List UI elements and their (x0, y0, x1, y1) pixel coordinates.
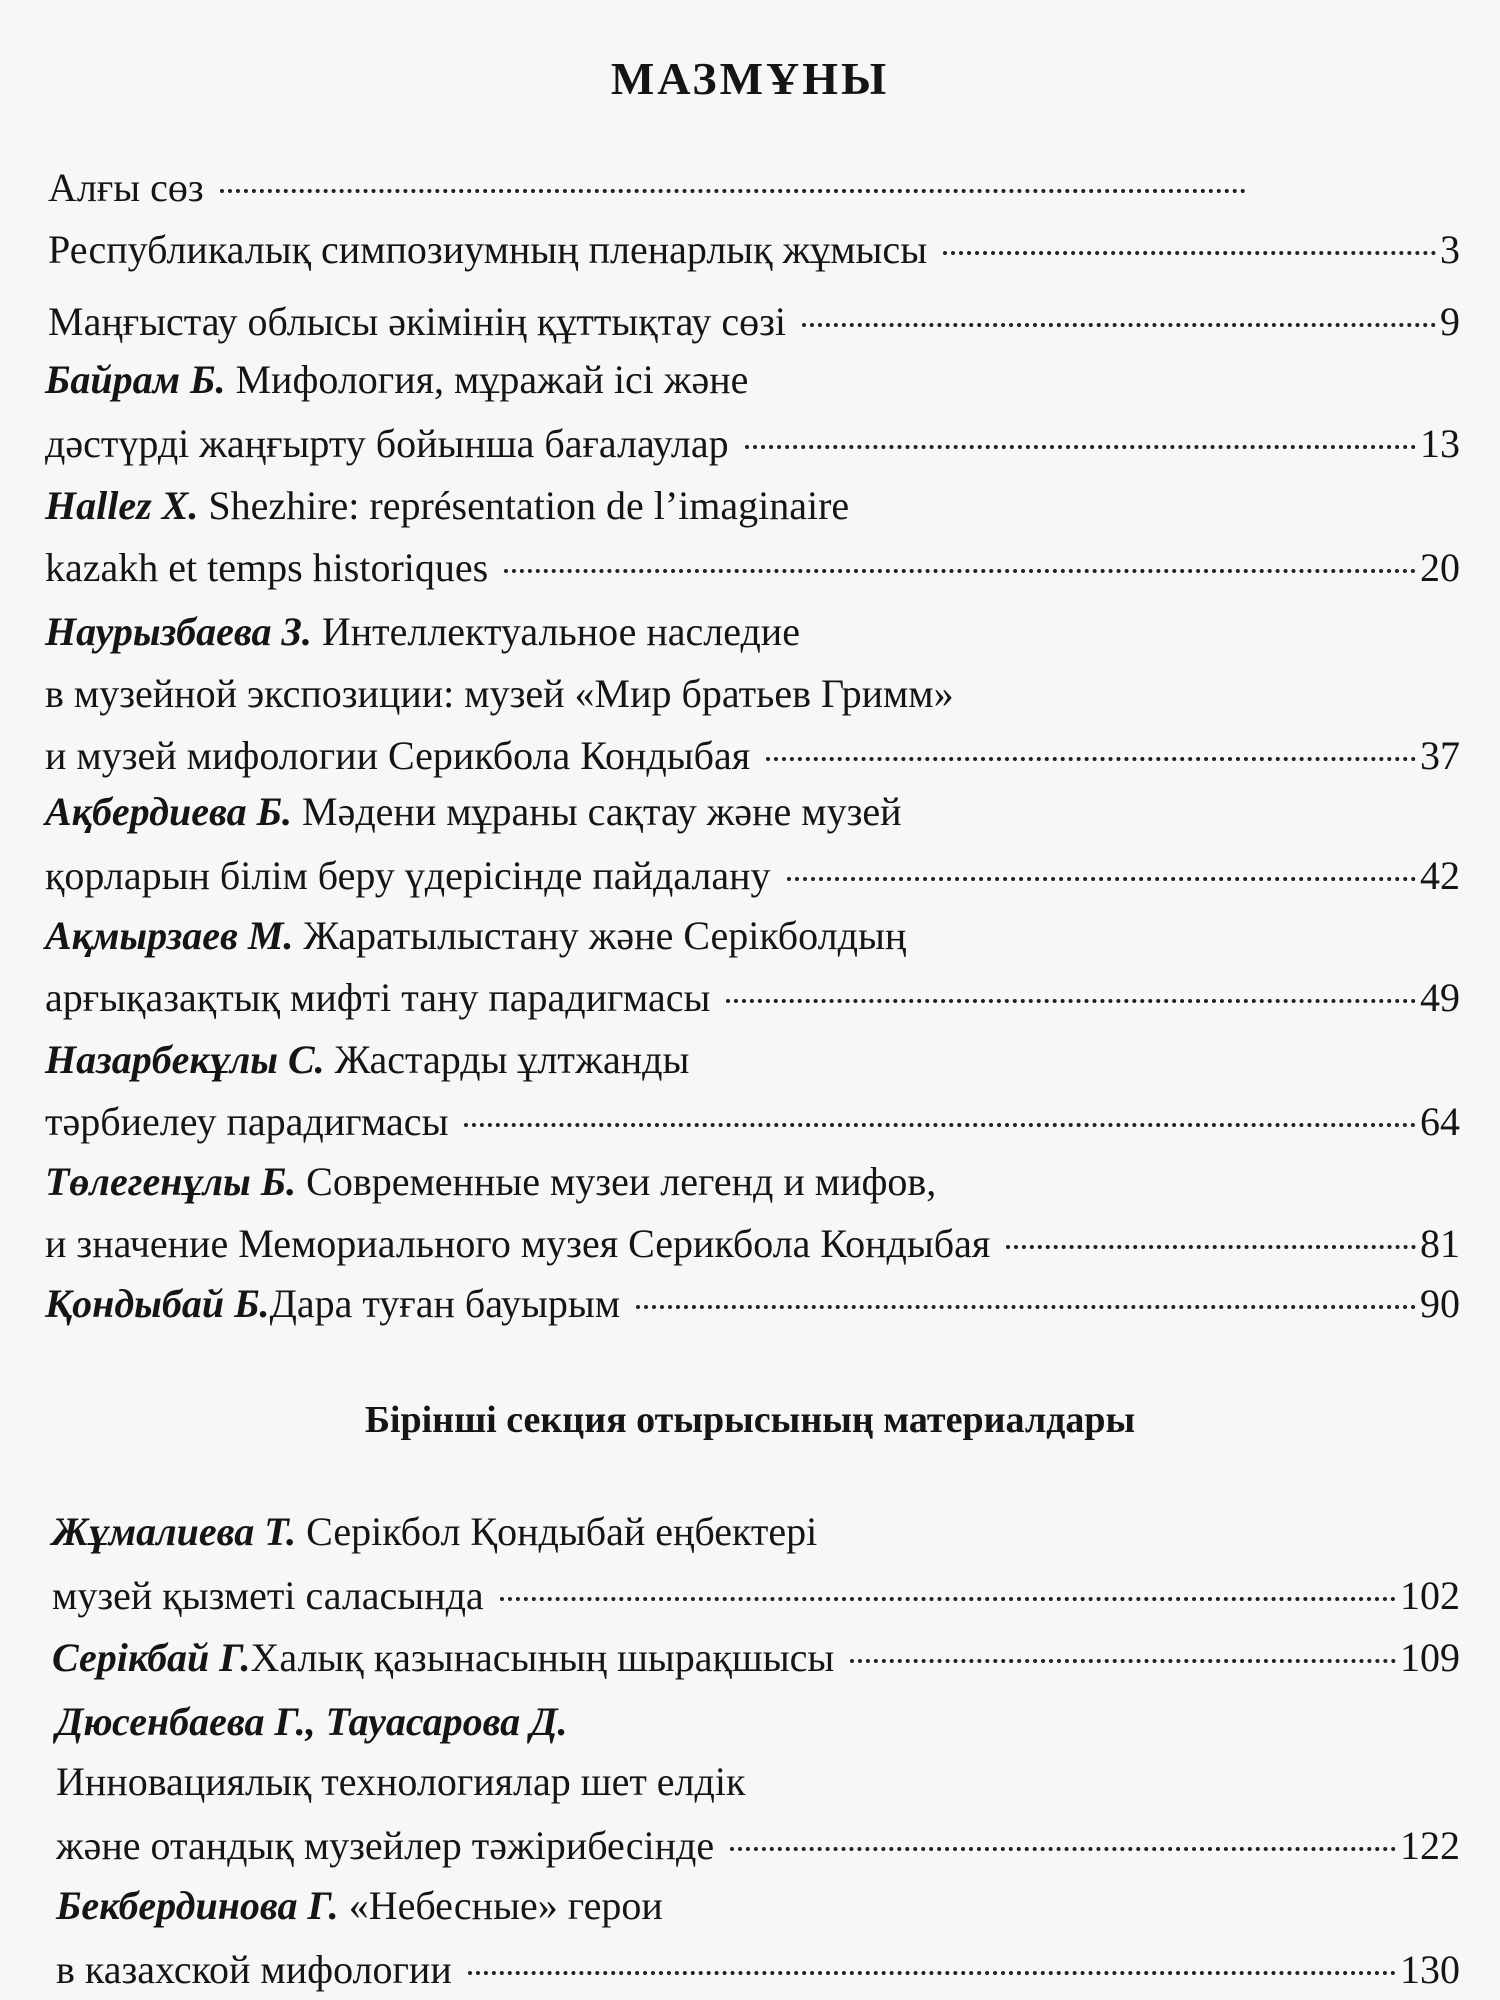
toc-entry-title: в казахской мифологии (56, 1947, 452, 1992)
toc-entry-line (45, 666, 954, 722)
toc-entry-line (45, 908, 906, 964)
toc-entry-line-last (45, 848, 1460, 904)
toc-author: Ақбердиева Б. (45, 789, 292, 834)
page-number: 64 (1420, 1099, 1460, 1144)
toc-entry-line (56, 1694, 568, 1750)
toc-entry-title: тәрбиелеу парадигмасы (45, 1099, 449, 1144)
page-number: 109 (1400, 1635, 1460, 1680)
toc-entry-line-last (48, 160, 1250, 216)
toc-entry-title: Современные музеи легенд и мифов, (306, 1159, 937, 1204)
toc-entry-line-last (45, 540, 1460, 596)
toc-entry-line-last (48, 222, 1460, 278)
dot-leader (943, 251, 1436, 255)
toc-author: Серікбай Г. (52, 1635, 251, 1680)
section-heading: Бірінші секция отырысының материалдары (364, 1399, 1136, 1441)
toc-entry-line (45, 784, 902, 840)
toc-entry-title: Инновациялық технологиялар шет елдік (56, 1759, 746, 1804)
toc-entry-title: қорларын білім беру үдерісінде пайдалану (45, 853, 771, 898)
toc-entry-title: Дара туған бауырым (269, 1281, 621, 1326)
page-number: 130 (1400, 1947, 1460, 1992)
toc-entry-title: Республикалық симпозиумның пленарлық жұмысы (48, 227, 928, 272)
toc-author: Байрам Б. (45, 357, 226, 402)
toc-entry-line (56, 1878, 663, 1934)
page-number: 13 (1420, 421, 1460, 466)
toc-entry-title: и значение Мемориального музея Серикбола Кондыбая (45, 1221, 991, 1266)
toc-entry-title: в музейной экспозиции: музей «Мир братьев Гримм» (45, 671, 954, 716)
page-number: 20 (1420, 545, 1460, 590)
toc-entry-line (56, 1754, 745, 1810)
toc-author: Төлегенұлы Б. (45, 1159, 297, 1204)
toc-entry-title: Жастарды ұлтжанды (334, 1037, 690, 1082)
toc-entry-title: Жаратылыстану және Серікболдың (303, 913, 907, 958)
toc-author: Бекбердинова Г. (56, 1883, 339, 1928)
toc-entry-title: Серікбол Қондыбай еңбектері (306, 1509, 818, 1554)
toc-entry-line (52, 1504, 817, 1560)
dot-leader (468, 1971, 1396, 1975)
page-number: 122 (1400, 1823, 1460, 1868)
toc-entry-line (45, 1032, 689, 1088)
toc-entry-title: Мифология, мұражай ісі және (235, 357, 749, 402)
toc-entry-line (45, 604, 800, 660)
page-title: МАЗМҰНЫ (610, 53, 890, 104)
toc-author: Дюсенбаева Г., Тауасарова Д. (56, 1699, 568, 1744)
dot-leader (802, 323, 1436, 327)
toc-entry-line-last (48, 294, 1460, 350)
toc-entry-line (45, 478, 849, 534)
page-number: 37 (1420, 733, 1460, 778)
toc-entry-line-last (52, 1568, 1460, 1624)
dot-leader (504, 569, 1416, 573)
dot-leader (850, 1659, 1396, 1663)
toc-entry-line-last (45, 1094, 1460, 1150)
toc-entry-title: kazakh et temps historiques (45, 545, 489, 590)
page-number: 9 (1440, 299, 1460, 344)
dot-leader (636, 1305, 1416, 1309)
toc-entry-line (45, 1154, 936, 1210)
page-number: 81 (1420, 1221, 1460, 1266)
dot-leader (766, 757, 1416, 761)
page-number: 3 (1440, 227, 1460, 272)
toc-entry-line-last (45, 728, 1460, 784)
toc-entry-title: арғықазақтық мифті тану парадигмасы (45, 975, 711, 1020)
toc-author: Ақмырзаев М. (45, 913, 294, 958)
dot-leader (745, 445, 1416, 449)
page-number: 49 (1420, 975, 1460, 1020)
dot-leader (726, 999, 1416, 1003)
toc-author: Hallez X. (45, 483, 199, 528)
toc-author: Жұмалиева Т. (52, 1509, 297, 1554)
toc-entry-line-last (45, 416, 1460, 472)
dot-leader (500, 1597, 1396, 1601)
dot-leader (220, 189, 1246, 193)
toc-entry-title: Shezhire: représentation de l’imaginaire (208, 483, 850, 528)
dot-leader (464, 1123, 1416, 1127)
toc-entry-line-last (56, 1818, 1460, 1874)
toc-author: Наурызбаева З. (45, 609, 312, 654)
toc-entry-title: Маңғыстау облысы әкімінің құттықтау сөзі (48, 299, 786, 344)
dot-leader (730, 1847, 1396, 1851)
toc-entry-title: Халық қазынасының шырақшысы (250, 1635, 835, 1680)
toc-author: Қондыбай Б. (45, 1281, 270, 1326)
page-number: 42 (1420, 853, 1460, 898)
toc-entry-line-last (56, 1942, 1460, 1998)
toc-author: Назарбекұлы С. (45, 1037, 325, 1082)
toc-entry-title: Алғы сөз (48, 165, 204, 210)
page-number: 90 (1420, 1281, 1460, 1326)
toc-entry-title: и музей мифологии Серикбола Кондыбая (45, 733, 751, 778)
toc-entry-line-last (52, 1630, 1460, 1686)
page-number: 102 (1400, 1573, 1460, 1618)
toc-entry-title: «Небесные» герои (348, 1883, 663, 1928)
toc-entry-title: Мәдени мұраны сақтау және музей (302, 789, 902, 834)
toc-entry-title: музей қызметі саласында (52, 1573, 484, 1618)
dot-leader (787, 877, 1416, 881)
toc-entry-line (45, 352, 748, 408)
toc-entry-title: және отандық музейлер тәжірибесінде (56, 1823, 715, 1868)
toc-entry-title: Интеллектуальное наследие (321, 609, 800, 654)
toc-entry-line-last (45, 970, 1460, 1026)
toc-entry-title: дәстүрді жаңғырту бойынша бағалаулар (45, 421, 729, 466)
toc-entry-line-last (45, 1276, 1460, 1332)
dot-leader (1006, 1245, 1416, 1249)
toc-entry-line-last (45, 1216, 1460, 1272)
